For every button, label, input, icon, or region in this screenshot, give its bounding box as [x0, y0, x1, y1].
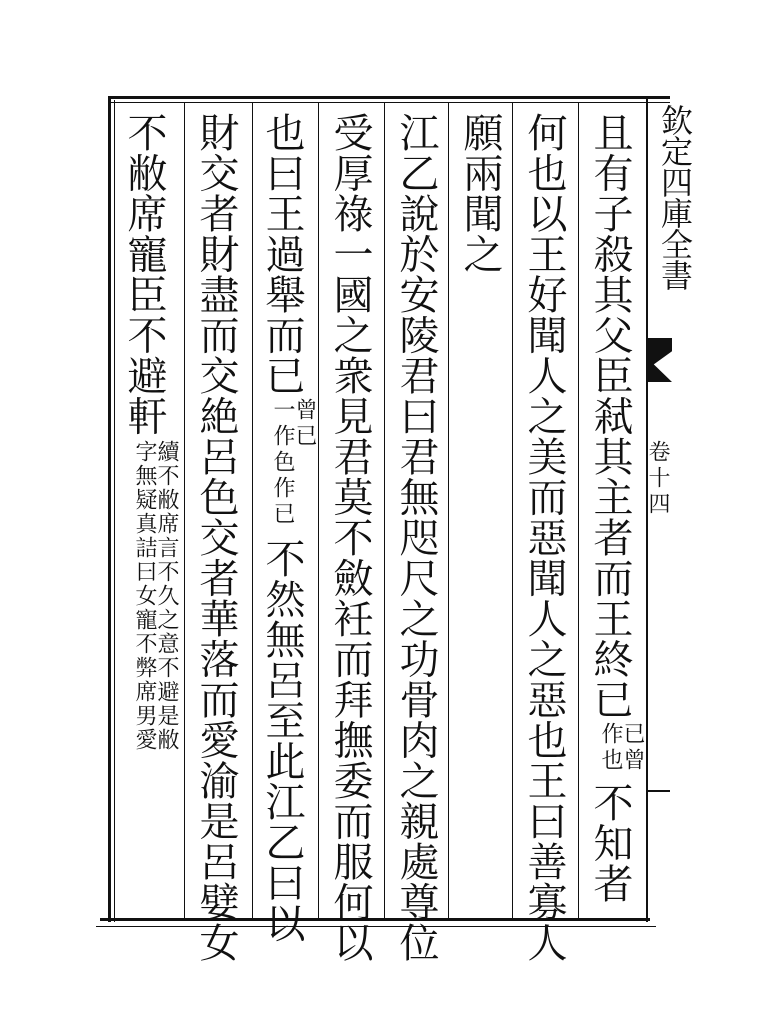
left-border — [108, 96, 111, 922]
column-text: 且有子殺其父臣弒其主者而王終已 — [587, 112, 633, 720]
book-title-margin: 欽定四庫全書 — [656, 104, 694, 290]
column-text-tail: 不然無呂至此江乙曰以 — [259, 537, 305, 943]
interlinear-note — [133, 440, 177, 752]
text-column-6 — [259, 112, 317, 943]
column-text-tail: 不知者 — [587, 781, 633, 903]
left-border-inner — [114, 100, 115, 922]
top-border-inner — [108, 102, 670, 103]
volume-label: 卷十四 — [645, 440, 670, 518]
column-divider — [252, 102, 253, 918]
fish-tail-mark — [646, 338, 672, 382]
text-column-4 — [393, 112, 439, 963]
column-divider — [318, 102, 319, 918]
column-text: 不敝席寵臣不避軒 — [121, 112, 167, 436]
column-text: 何也以王好聞人之美而惡聞人之惡也王曰善寡人 — [521, 112, 567, 963]
note-line: 曾已 — [292, 397, 317, 450]
column-divider — [384, 102, 385, 918]
column-divider — [448, 102, 449, 918]
column-divider — [512, 102, 513, 918]
text-column-8 — [121, 112, 179, 752]
text-column-7 — [193, 112, 239, 963]
interlinear-note — [599, 722, 643, 774]
text-column-5 — [327, 112, 373, 963]
text-column-3 — [457, 112, 503, 274]
column-divider — [578, 102, 579, 918]
text-column-2 — [521, 112, 567, 963]
column-text: 願兩聞之 — [457, 112, 503, 274]
top-border — [108, 96, 670, 99]
column-text: 受厚祿一國之衆見君莫不斂衽而拜撫委而服何以 — [327, 112, 373, 963]
fold-mark — [648, 790, 670, 792]
bottom-border-inner — [96, 926, 656, 927]
note-line: 一作色作已 — [270, 397, 295, 528]
note-line: 續不敝席言不久之意不避是敝 — [154, 440, 179, 752]
note-line: 已曾 — [620, 721, 645, 774]
text-column-1 — [587, 112, 645, 903]
column-text: 江乙說於安陵君曰君無咫尺之功骨肉之親處尊位 — [393, 112, 439, 963]
note-line: 作也 — [598, 721, 623, 774]
column-text: 財交者財盡而交絶呂色交者華落而愛渝是呂嬖女 — [193, 112, 239, 963]
column-text: 也曰王過舉而已 — [259, 112, 305, 396]
note-line: 字無疑真詰曰女寵不弊席男愛 — [132, 440, 157, 752]
interlinear-note — [271, 398, 315, 528]
column-divider — [184, 102, 185, 918]
bottom-border — [100, 918, 650, 921]
